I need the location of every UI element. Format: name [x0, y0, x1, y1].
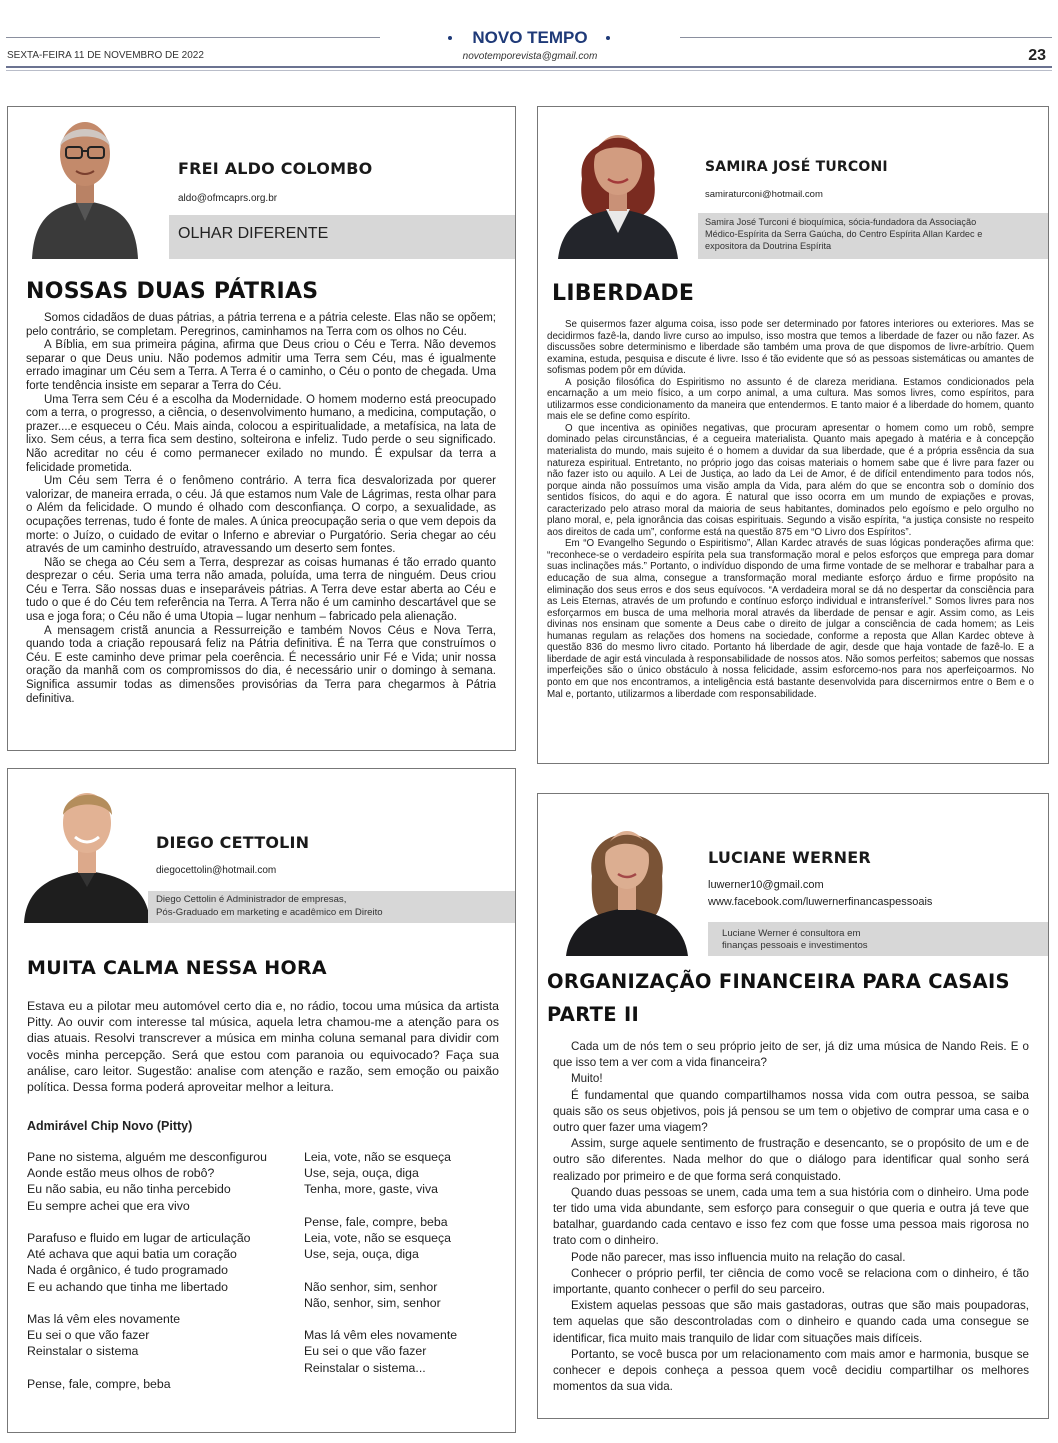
- author-bio-line2: Pós-Graduado em marketing e acadêmico em Direito: [156, 907, 383, 918]
- poem-stanza: [304, 1214, 504, 1263]
- article-paragraph: Assim, surge aquele sentimento de frustração e desencanto, se o propósito de um e de outro são diferentes. Nada melhor do que o diálogo para identificar qual sonho será realizado por primeiro e de que forma será conquistado.: [553, 1137, 1029, 1183]
- publication-name: NOVO TEMPO: [380, 28, 680, 48]
- column-box-olhar-diferente: [7, 106, 516, 751]
- poem-line: Eu não sabia, eu não tinha percebido: [27, 1182, 231, 1197]
- article-paragraph: A posição filosófica do Espiritismo no assunto é de clareza meridiana. Estamos condicionados pela encarnação a um meio físico, a um corpo animal, a uma cultura. Mas somos livres, como espíritos, para utilizarmos esse condicionamento da maneira que entendermos. E tanto maior é a liberdade do homem, quanto mais ele se define como espírito.: [547, 376, 1034, 423]
- poem-right-column: [304, 1149, 504, 1392]
- article-paragraph: Quando duas pessoas se unem, cada uma tem a sua história com o dinheiro. Uma pode ter tido uma vida abundante, sem esforço para conseguir o que queria e outra já teve que batalhar, guardando cada centavo e isso fez com que fosse uma pessoa mais rigorosa no trato com o dinheiro.: [553, 1185, 1029, 1248]
- author-photo-aldo: [24, 109, 146, 259]
- poem-line: Pense, fale, compre, beba: [27, 1376, 171, 1391]
- author-name: DIEGO CETTOLIN: [156, 833, 310, 852]
- poem-line: Reinstalar o sistema...: [304, 1360, 426, 1375]
- publication-email: novotemporevista@gmail.com: [462, 51, 598, 62]
- article-body: [553, 1039, 1029, 1395]
- header-dot-right: [606, 36, 610, 40]
- poem-stanza: [27, 1149, 297, 1214]
- article-title: MUITA CALMA NESSA HORA: [27, 957, 327, 979]
- article-intro: Estava eu a pilotar meu automóvel certo dia e, no rádio, tocou uma música da artista Pitty. Ao ouvir com interesse tal música, aquela letra chamou-me a atenção para os dias atuais. Resolvi transcrever a música em minha coluna semanal para dividir com vocês minha percepção. Será que estou com paranoia ou equivocado? Faça sua análise, caro leitor. Sugestão: analise com atenção e razão, sem emoção ou paixão política. Dessa forma poderá aproveitar melhor a leitura.: [27, 999, 499, 1095]
- article-paragraph: Uma Terra sem Céu é a escolha da Modernidade. O homem moderno está preocupado com a terra, o progresso, a ciência, o desenvolvimento humano, a medicina, computação, o prazer....e esqueceu o Céu. Mais ainda, colocou a espiritualidade, a metafísica, na lata de lixo. Sem céus, a terra fica sem destino, solteirona e infeliz. Tudo perde o seu significado. Não acreditar no céu é como permanecer exilado no mundo. É expulsar da terra a felicidade prometida.: [26, 393, 496, 474]
- poem-line: Mas lá vêm eles novamente: [304, 1328, 458, 1343]
- header-dot-left: [448, 36, 452, 40]
- poem-line: Reinstalar o sistema: [27, 1344, 139, 1359]
- article-paragraph: Cada um de nós tem o seu próprio jeito de ser, já diz uma música de Nando Reis. E o que isso tem a ver com a vida financeira?: [553, 1040, 1029, 1070]
- author-email: diegocettolin@hotmail.com: [156, 865, 277, 876]
- poem-line: Não senhor, sim, senhor: [304, 1279, 438, 1294]
- article-body: [547, 319, 1034, 700]
- author-name: FREI ALDO COLOMBO: [178, 159, 373, 178]
- author-email: samiraturconi@hotmail.com: [705, 189, 823, 200]
- poem-stanza: [304, 1327, 504, 1376]
- poem-stanza: [27, 1230, 297, 1295]
- author-photo-samira: [554, 109, 682, 259]
- portrait-samira: [554, 109, 682, 259]
- issue-date: SEXTA-FEIRA 11 DE NOVEMBRO DE 2022: [7, 50, 204, 61]
- author-bio-line2: finanças pessoais e investimentos: [722, 940, 868, 951]
- poem-line: Aonde estão meus olhos de robô?: [27, 1166, 215, 1181]
- author-email: aldo@ofmcaprs.org.br: [178, 193, 278, 204]
- author-name: LUCIANE WERNER: [708, 848, 871, 867]
- poem-line: Nada é orgânico, é tudo programado: [27, 1263, 228, 1278]
- article-body: [26, 312, 496, 706]
- author-email: luwerner10@gmail.com: [708, 879, 824, 891]
- article-paragraph: O que incentiva as opiniões negativas, que procuram apresentar o homem como um robô, sempre dominado pelas circunstâncias, é a cegueira materialista. Quanto mais apegado à matéria e à concepção materialista do mundo, mais sujeito é o homem a duvidar da sua liberdade, que é a própria essência da sua natureza espiritual. Entretanto, no próprio jogo das coisas materiais o homem sabe que é livre para fazer ou não fazer isto ou aquilo. A Lei de Justiça, ao lado da Lei de Amor, é de difícil entendimento para todos nós, porque ainda não possuímos uma visão ampla da Vida, para além do que se encontra sob o domínio dos sentidos físicos, do aqui e do agora. É natural que isso ocorra em um mundo de expiações e provas, caracterizado pelo atraso moral da maioria de seus habitantes, dominados pelo egoísmo e pelo orgulho no plano moral, e, pela ignorância das coisas espirituais. Segundo a visão espírita, “a justiça consiste no respeito aos direitos de cada um”, conforme está na questão 875 em “O Livro dos Espíritos”.: [547, 422, 1034, 538]
- article-paragraph: Portanto, se você busca por um relacionamento com mais amor e harmonia, busque se conhecer e depois conheça a pessoa quem você decidiu compartilhar os melhores momentos da sua vida.: [553, 1347, 1029, 1394]
- poem-left-column: [27, 1149, 297, 1408]
- poem-stanza: [304, 1149, 504, 1198]
- article-paragraph: Em “O Evangelho Segundo o Espiritismo”, Allan Kardec através de suas lógicas ponderações afirma que: “reconhece-se o verdadeiro espírita pela sua transformação moral e pelos esforços que emprega para domar suas inclinações más.” Portanto, o indivíduo dispondo de uma firme vontade de se melhorar e trabalhar para a educação de sua alma, consegue a transformação moral mediante esforço árduo e firme propósito na eliminação dos seus erros e dos seus equívocos. “A verdadeira moral se dá no despertar da consciência para as Leis Eternas, através de um profundo e contínuo esforço individual e intransferível.” Somos livres para nos esforçarmos em busca de uma melhoria moral através da liberdade de pensar e agir. Assim como, as Leis divinas nos ensinam que somente a Deus cabe o direito de julgar a consciência de cada homem; as Leis humanas regulam as relações dos homens na sociedade, conforme a reposta que Allan Kardec obteve à questão 836 do mesmo livro citado. Portanto há liberdade de agir, desde que haja vontade de fazê-lo. E a liberdade de agir está vinculada à responsabilidade de nossos atos. Não somos perfeitos; sabemos que nossas imperfeições são o único obstáculo à nossa felicidade, assim esforcemo-nos para nos aperfeiçoarmos. No ponto em que nos encontramos, a inteligência está bastante desenvolvida para discernirmos entre o Bem e o Mal e, portanto, utilizarmos a liberdade com responsabilidade.: [547, 538, 1034, 700]
- header-rule-bottom-thin: [6, 70, 1052, 71]
- poem-line: Pane no sistema, alguém me desconfigurou: [27, 1150, 267, 1164]
- poem-line: Eu sei o que vão fazer: [27, 1328, 150, 1343]
- poem-line: Tenha, more, gaste, viva: [304, 1182, 438, 1197]
- article-paragraph: Se quisermos fazer alguma coisa, isso pode ser determinado por fatores interiores ou exteriores. Mas se decidirmos fazê-la, dando livre curso ao impulso, isso mostra que temos a liberdade de fazer ou não fazer. As discussões sobre determinismo e liberdade são também uma prova de que dispomos de livre-arbítrio. Quem examina, estuda, pesquisa e discute é livre. Isso é tão evidente que só as pessoas sistemáticas ou amantes de sofismas podem pôr em dúvida.: [547, 319, 1034, 377]
- poem-line: Até achava que aqui batia um coração: [27, 1247, 237, 1262]
- author-bio: Samira José Turconi é bioquímica, sócia-fundadora da Associação Médico-Espírita da Serra Gaúcha, do Centro Espírita Allan Kardec e expositora da Doutrina Espírita: [705, 217, 983, 251]
- poem-line: Use, seja, ouça, diga: [304, 1247, 419, 1262]
- column-box-organizacao-financeira: [537, 793, 1049, 1419]
- poem-line: Eu sei o que vão fazer: [304, 1344, 427, 1359]
- portrait-luciane: [564, 800, 690, 956]
- article-paragraph: A Bíblia, em sua primeira página, afirma que Deus criou o Céu e Terra. Não devemos separar o que Deus uniu. Não podemos admitir uma Terra sem Céu, mas é igualmente errado imaginar um Céu sem a Terra. A Terra é o caminho, o Céu o ponto de chegada. Uma forte tendência insiste em separar a Terra do Céu.: [26, 339, 496, 392]
- poem-title: Admirável Chip Novo (Pitty): [27, 1119, 193, 1133]
- poem-line: E eu achando que tinha me libertado: [27, 1279, 228, 1294]
- author-bio-line1: Diego Cettolin é Administrador de empresas,: [156, 894, 347, 905]
- poem-line: Não, senhor, sim, senhor: [304, 1295, 441, 1310]
- portrait-aldo: [24, 109, 146, 259]
- portrait-diego: [22, 771, 152, 923]
- column-box-muita-calma: [7, 768, 516, 1433]
- author-facebook: www.facebook.com/luwernerfinancaspessoais: [708, 896, 933, 908]
- poem-stanza: [27, 1376, 297, 1392]
- article-paragraph: Pode não parecer, mas isso influencia muito na relação do casal.: [571, 1250, 906, 1264]
- poem-stanza: [304, 1279, 504, 1311]
- article-paragraph: É fundamental que quando compartilhamos nossa vida com outra pessoa, se saiba quais são os seus objetivos, pois já pensou se um tem o objetivo de comprar uma casa e o outro quer fazer uma viagem?: [553, 1088, 1029, 1135]
- article-paragraph: Muito!: [571, 1072, 603, 1086]
- article-title-line1: ORGANIZAÇÃO FINANCEIRA PARA CASAIS: [547, 970, 1010, 993]
- page-number: 23: [1028, 47, 1046, 64]
- poem-line: Eu sempre achei que era vivo: [27, 1198, 190, 1213]
- poem-stanza: [27, 1311, 297, 1360]
- article-paragraph: Conhecer o próprio perfil, ter ciência de como você se relaciona com o dinheiro, é tão importante, quanto conhecer o perfil do seu parceiro.: [553, 1266, 1029, 1297]
- poem-line: Use, seja, ouça, diga: [304, 1166, 419, 1181]
- article-title: NOSSAS DUAS PÁTRIAS: [26, 279, 319, 304]
- poem-line: Mas lá vêm eles novamente: [27, 1312, 181, 1326]
- author-bio-line1: Luciane Werner é consultora em: [722, 928, 861, 939]
- header-rule-bottom: [6, 66, 1052, 68]
- poem-line: Pense, fale, compre, beba: [304, 1214, 448, 1229]
- article-paragraph: Existem aquelas pessoas que são mais gastadoras, outras que são mais poupadoras, tem aquelas que são descontroladas com o dinheiro e quando cada uma consegue se identificar, fica muito mais tranquilo de lidar com situações mais difíceis.: [553, 1299, 1029, 1345]
- column-box-liberdade: [537, 106, 1049, 764]
- section-label: OLHAR DIFERENTE: [178, 225, 329, 242]
- poem-line: Leia, vote, não se esqueça: [304, 1231, 451, 1245]
- author-photo-luciane: [564, 800, 690, 956]
- article-paragraph: A mensagem cristã anuncia a Ressurreição e também Novos Céus e Nova Terra, quando toda a criação repousará feliz na Pátria definitiva. É na Terra que construímos o Céu. E este caminho deve primar pela coerência. É necessário unir Fé e Vida; unir nossa oração da manhã com os compromissos do dia, é necessário unir o domingo à semana. Significa assumir todas as dimensões provisórias da Terra para chegarmos à Pátria definitiva.: [26, 624, 496, 705]
- article-title-line2: PARTE II: [547, 1003, 640, 1026]
- article-paragraph: Não se chega ao Céu sem a Terra, desprezar as coisas humanas é tão errado quanto desprezar o céu. Seria uma terra não amada, poluída, uma terra de ninguém. Deus criou Céu e Terra. São nossas duas e inseparáveis pátrias. A Terra deve estar aberta ao Céu e tudo o que é do Céu tem referência na Terra. A Terra não é um caminho descartável que se usa e joga fora; o Céu não é uma Utopia – lugar nenhum – fabricado pela alienação.: [26, 556, 496, 624]
- article-paragraph: Um Céu sem Terra é o fenômeno contrário. A terra fica desvalorizada por querer valorizar, de maneira errada, o céu. Já que estamos num Vale de Lágrimas, resta olhar para o Além da felicidade. O mundo é olhado com desconfiança. O corpo, a sexualidade, as ocupações terrenas, tudo é fonte de males. A única preocupação seria o que vem depois da morte: o Juízo, o cuidado de evitar o Inferno e abreviar o Purgatório. Seria chegar ao céu através de um caminho destruído, atravessando um deserto sem fontes.: [26, 475, 496, 556]
- poem-line: Leia, vote, não se esqueça: [304, 1150, 451, 1164]
- article-title: LIBERDADE: [552, 281, 695, 306]
- article-paragraph: Somos cidadãos de duas pátrias, a pátria terrena e a pátria celeste. Elas não se opõem; pelo contrário, se completam. Peregrinos, caminhamos na Terra com os olhos no Céu.: [26, 312, 496, 338]
- author-photo-diego: [22, 771, 152, 923]
- poem-line: Parafuso e fluido em lugar de articulação: [27, 1231, 251, 1245]
- author-name: SAMIRA JOSÉ TURCONI: [705, 159, 888, 175]
